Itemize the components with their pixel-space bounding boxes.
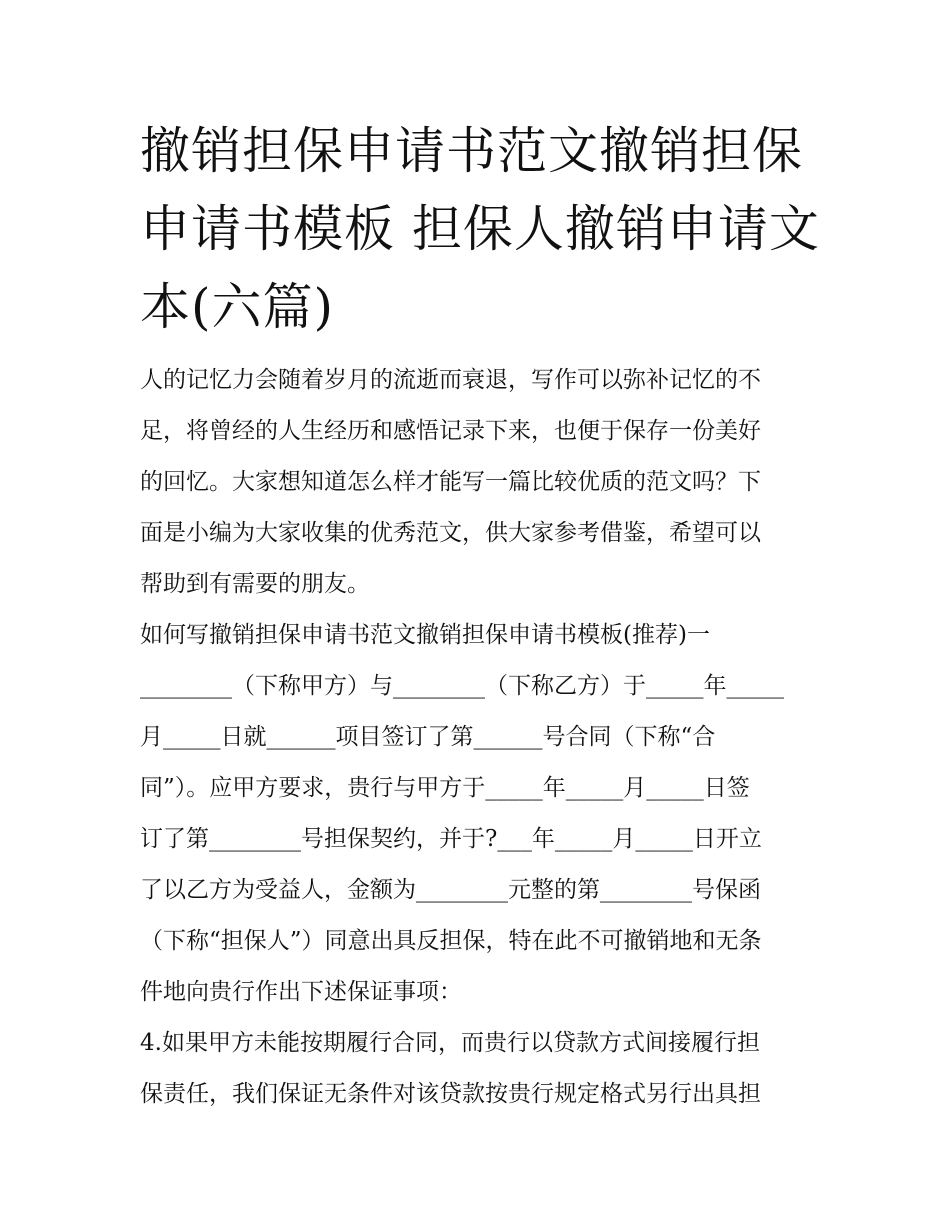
title-line: 撤销担保申请书范文撤销担保	[140, 122, 803, 180]
section-heading	[140, 610, 820, 661]
item-4-paragraph	[140, 1018, 820, 1120]
title-line: 本(六篇)	[140, 278, 335, 336]
title-line: 申请书模板 担保人撤销申请文	[140, 200, 820, 258]
text-line: 的回忆。大家想知道怎么样才能写一篇比较优质的范文吗？下	[140, 469, 761, 495]
text-line: 同”）。应甲方要求，贵行与甲方于_____年_____月_____日签	[140, 775, 750, 801]
text-line: 保责任，我们保证无条件对该贷款按贵行规定格式另行出具担	[140, 1081, 761, 1107]
text-line: 4.如果甲方未能按期履行合同，而贵行以贷款方式间接履行担	[140, 1030, 760, 1056]
text-line: （下称“担保人”）同意出具反担保，特在此不可撤销地和无条	[140, 928, 762, 954]
text-line: 了以乙方为受益人，金额为________元整的第________号保函	[140, 877, 761, 903]
document-body	[140, 355, 820, 1120]
text-line: 订了第________号担保契约，并于?___年_____月_____日开立	[140, 826, 762, 852]
text-line: 月_____日就______项目签订了第______号合同（下称“合	[140, 724, 716, 750]
intro-paragraph	[140, 355, 820, 610]
document-title	[140, 112, 820, 346]
text-line: 帮助到有需要的朋友。	[140, 571, 370, 597]
text-line: 人的记忆力会随着岁月的流逝而衰退，写作可以弥补记忆的不	[140, 367, 761, 393]
text-line: 足，将曾经的人生经历和感悟记录下来，也便于保存一份美好	[140, 418, 761, 444]
contract-paragraph	[140, 661, 820, 1018]
text-line: ________（下称甲方）与________（下称乙方）于_____年_____	[140, 673, 784, 699]
text-line: 件地向贵行作出下述保证事项：	[140, 979, 462, 1005]
text-line: 面是小编为大家收集的优秀范文，供大家参考借鉴，希望可以	[140, 520, 761, 546]
text-line: 如何写撤销担保申请书范文撤销担保申请书模板(推荐)一	[140, 622, 710, 648]
